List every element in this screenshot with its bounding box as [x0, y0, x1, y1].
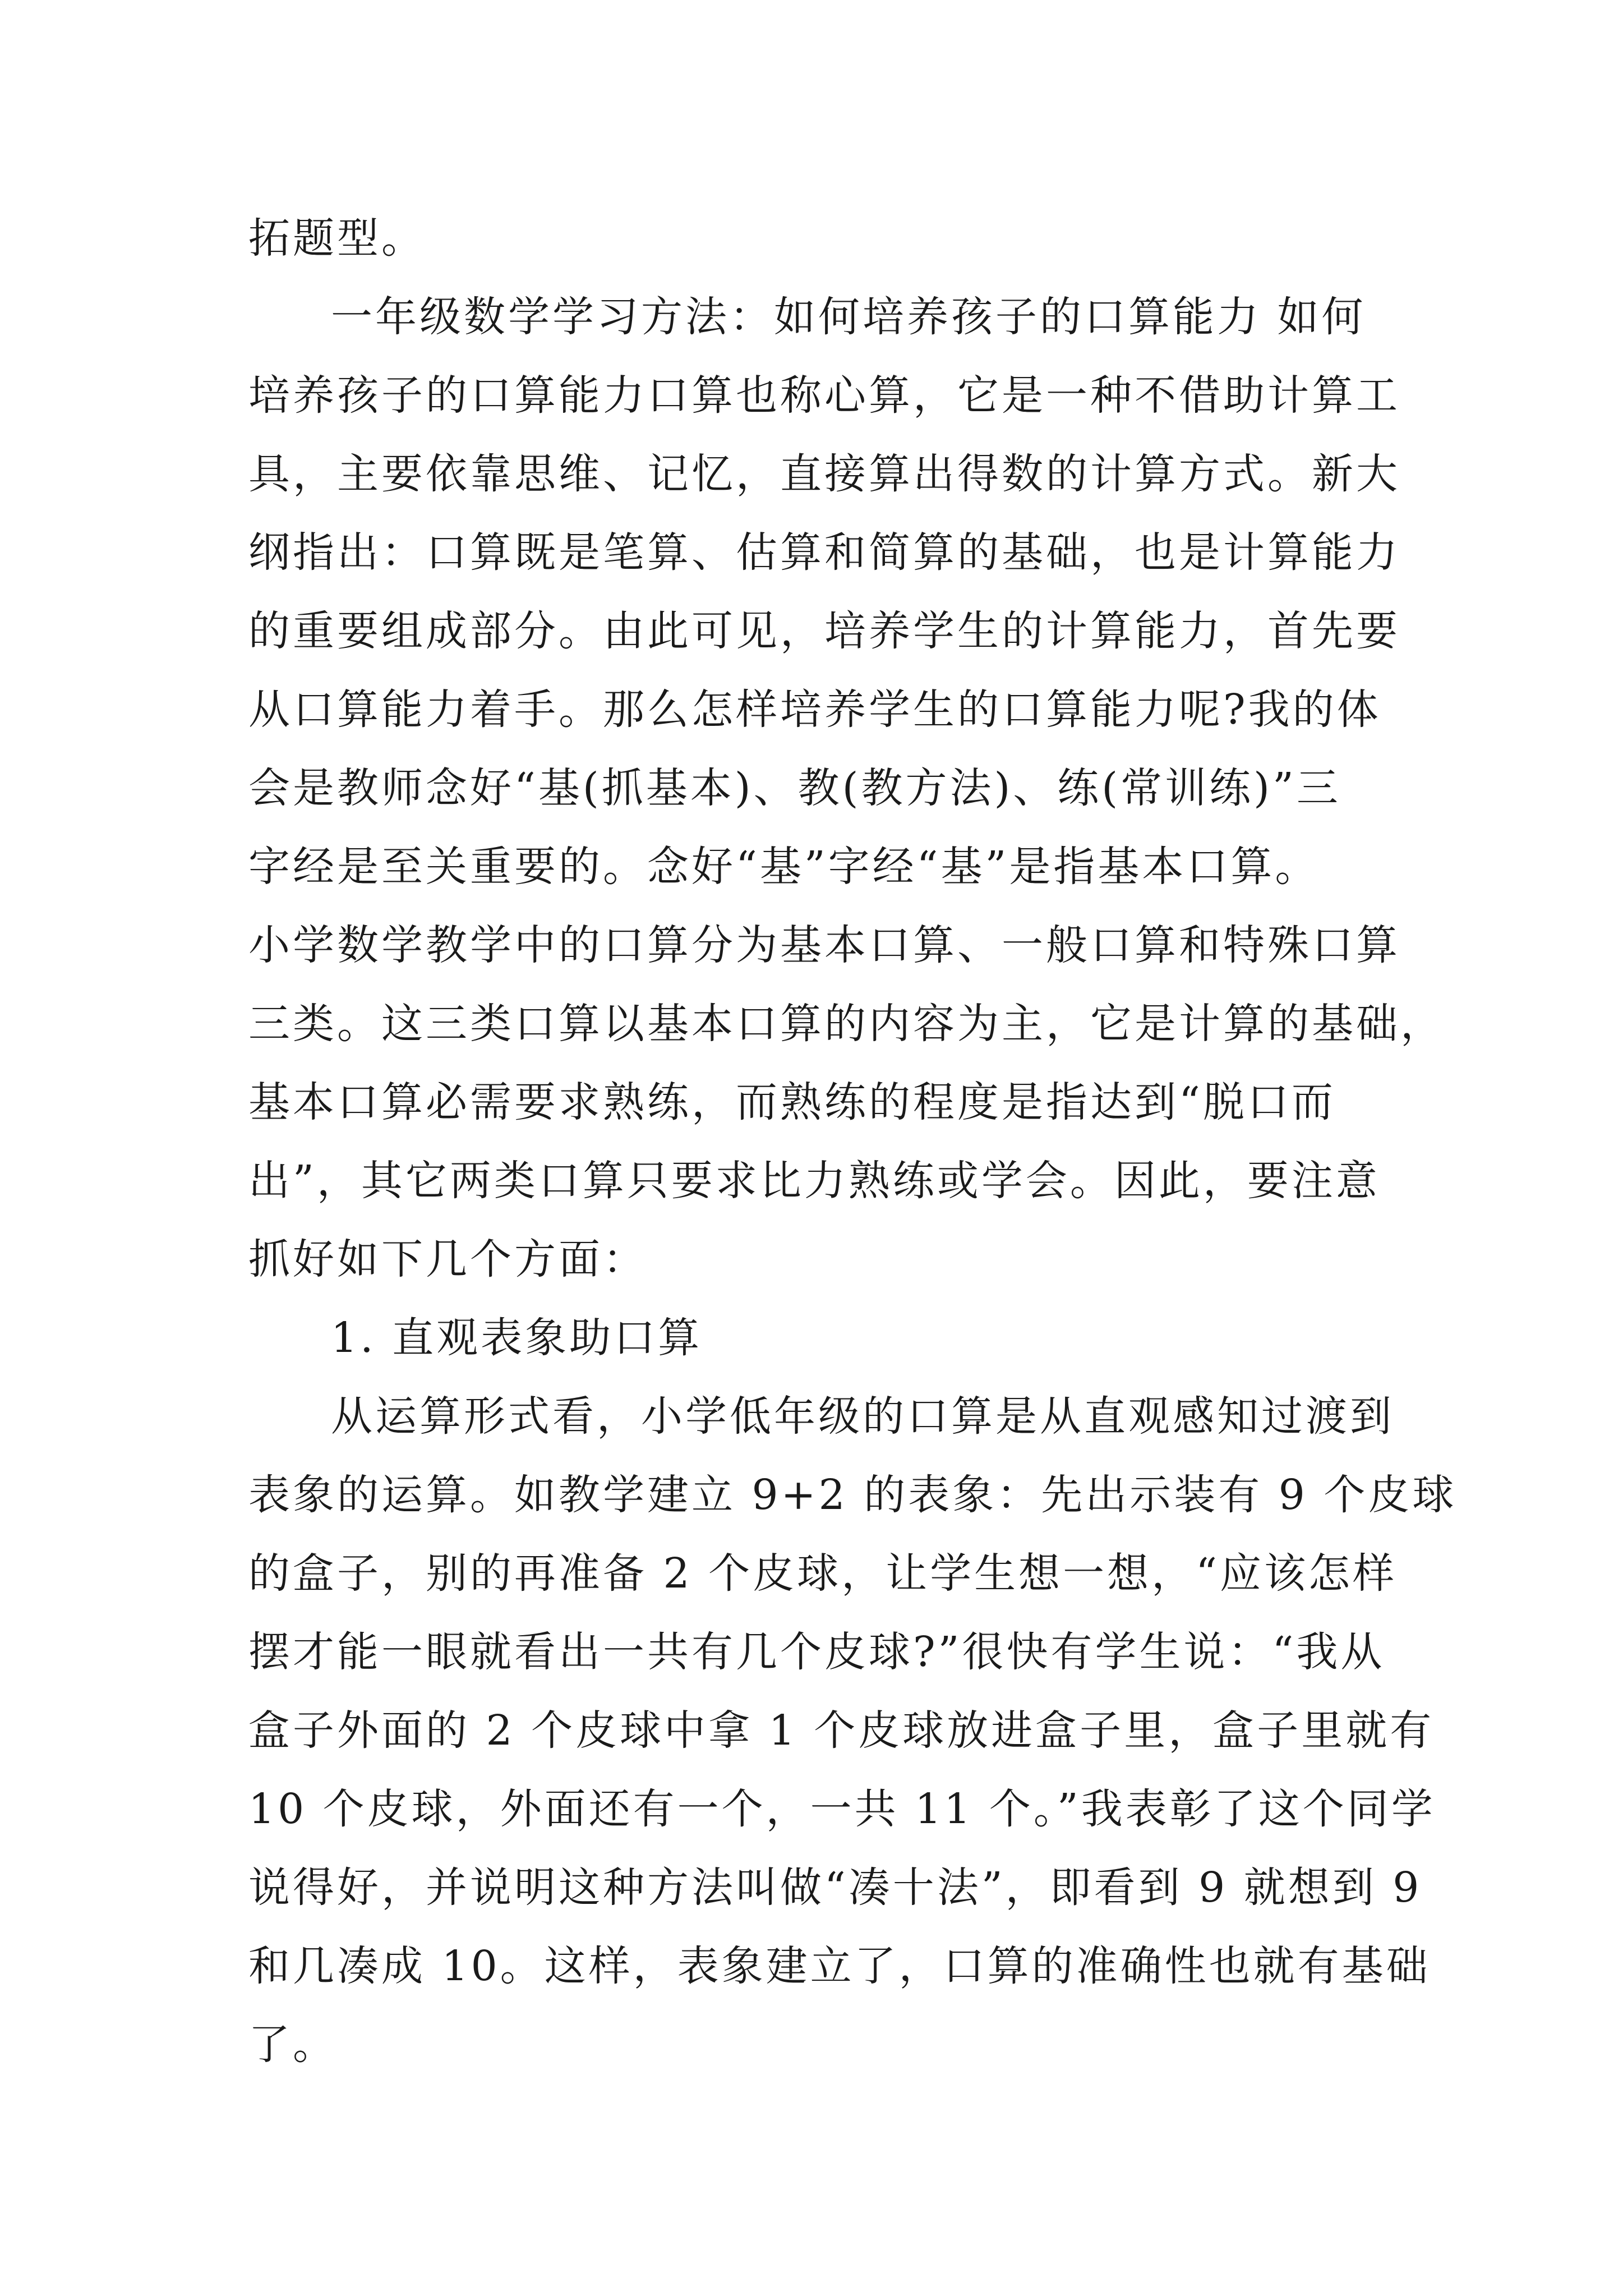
text-line-21: 10 个皮球，外面还有一个，一共 11 个。”我表彰了这个同学	[248, 1785, 1436, 1833]
text-line-7: 从口算能力着手。那么怎样培养学生的口算能力呢?我的体	[248, 685, 1381, 734]
text-line-17: 表象的运算。如教学建立 9+2 的表象：先出示装有 9 个皮球	[248, 1471, 1457, 1519]
section-heading: 1. 直观表象助口算	[331, 1314, 703, 1362]
text-line-4: 具，主要依靠思维、记忆，直接算出得数的计算方式。新大	[248, 450, 1400, 498]
text-line-6: 的重要组成部分。由此可见，培养学生的计算能力，首先要	[248, 607, 1400, 655]
text-line-12: 基本口算必需要求熟练，而熟练的程度是指达到“脱口而	[248, 1078, 1336, 1126]
text-line-23: 和几凑成 10。这样，表象建立了，口算的准确性也就有基础	[248, 1942, 1431, 1990]
text-line-10: 小学数学教学中的口算分为基本口算、一般口算和特殊口算	[248, 921, 1400, 969]
text-line-13: 出”，其它两类口算只要求比力熟练或学会。因此，要注意	[248, 1157, 1380, 1205]
text-line-9: 字经是至关重要的。念好“基”字经“基”是指基本口算。	[248, 843, 1320, 891]
text-line-14: 抓好如下几个方面：	[248, 1235, 647, 1283]
text-line-22: 说得好，并说明这种方法叫做“凑十法”，即看到 9 就想到 9	[248, 1864, 1422, 1912]
text-line-19: 摆才能一眼就看出一共有几个皮球?”很快有学生说：“我从	[248, 1628, 1385, 1676]
text-line-18: 的盒子，别的再准备 2 个皮球，让学生想一想，“应该怎样	[248, 1549, 1397, 1598]
text-line-20: 盒子外面的 2 个皮球中拿 1 个皮球放进盒子里，盒子里就有	[248, 1706, 1435, 1755]
text-line-2: 一年级数学学习方法：如何培养孩子的口算能力 如何	[331, 293, 1366, 341]
text-line-8: 会是教师念好“基(抓基本)、教(教方法)、练(常训练)”三	[248, 764, 1341, 812]
text-line-5: 纲指出：口算既是笔算、估算和简算的基础，也是计算能力	[248, 528, 1400, 577]
text-line-1: 拓题型。	[248, 214, 426, 263]
text-line-16: 从运算形式看，小学低年级的口算是从直观感知过渡到	[331, 1392, 1394, 1441]
text-line-24: 了。	[248, 2021, 337, 2069]
text-line-11: 三类。这三类口算以基本口算的内容为主，它是计算的基础，	[248, 1000, 1445, 1048]
text-line-3: 培养孩子的口算能力口算也称心算，它是一种不借助计算工	[248, 371, 1400, 420]
